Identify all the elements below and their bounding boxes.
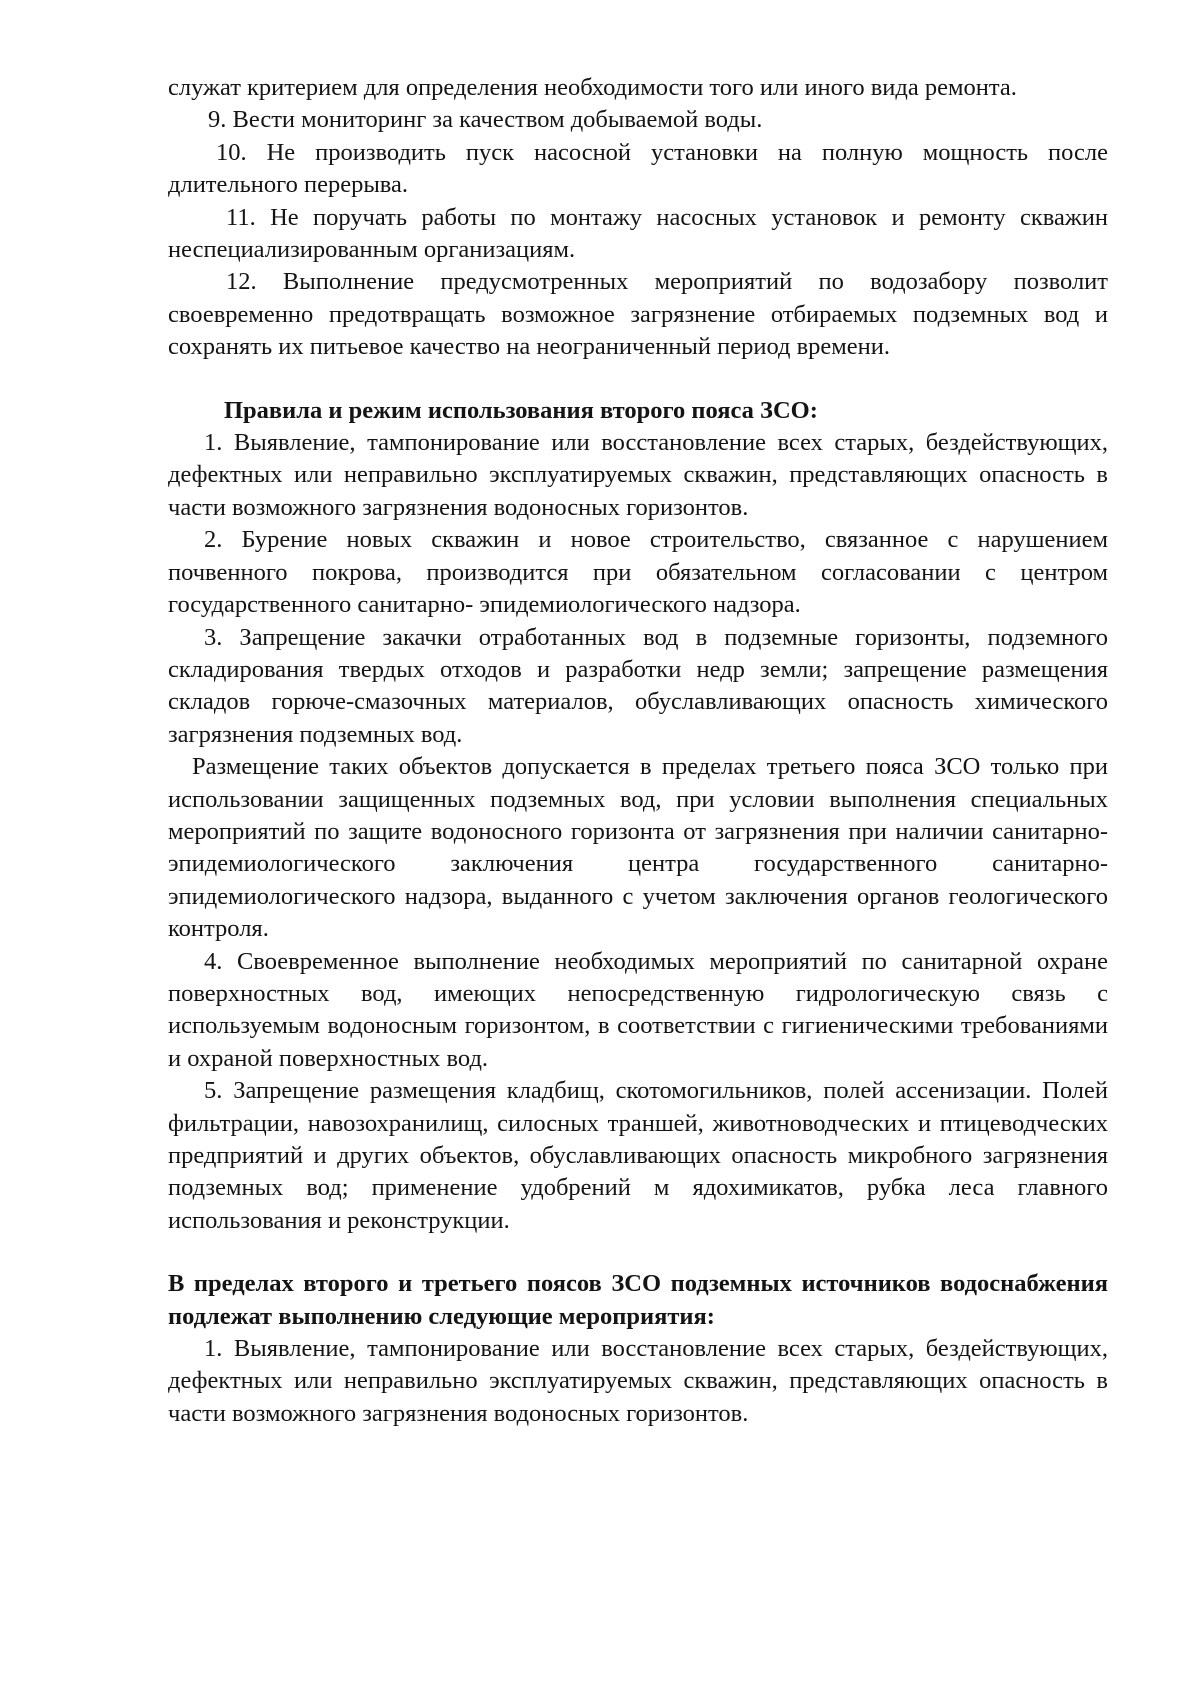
section1-item-3: 3. Запрещение закачки отработанных вод в подземные горизонты, подземного складирования твердых отходов и разработки недр земли; запрещение размещения складов горюче-смазочных материалов, обуславливающих опасность химического загрязнения подземных вод. [168,623,1108,748]
section1-item-5: 5. Запрещение размещения кладбищ, скотомогильников, полей ассенизации. Полей фильтрации, навозохранилищ, силосных траншей, животноводческих и птицеводческих предприятий и других объектов, обуславливающих опасность микробного загрязнения подземных вод; применение удобрений м ядохимикатов, рубка леса главного использования и реконструкции. [168,1077,1108,1234]
section1-item-4: 4. Своевременное выполнение необходимых мероприятий по санитарной охране поверхностных вод, имеющих непосредственную гидрологическую связь с используемым водоносным горизонтом, в соответствии с гигиеническими требованиями и охраной поверхностных вод. [168,947,1108,1072]
paragraph-item-11: 11. Не поручать работы по монтажу насосных установок и ремонту скважин неспециализированным организациям. [168,203,1108,264]
document-page [168,72,1108,1430]
section-heading-second-belt: Правила и режим использования второго пояса ЗСО: [224,396,818,424]
section1-item-2: 2. Бурение новых скважин и новое строительство, связанное с нарушением почвенного покрова, производится при обязательном согласовании с центром государственного санитарно- эпидемиологического надзора. [168,526,1108,619]
section1-placement-paragraph: Размещение таких объектов допускается в пределах третьего пояса ЗСО только при использовании защищенных подземных вод, при условии выполнения специальных мероприятий по защите водоносного горизонта от загрязнения при наличии санитарно-эпидемиологического заключения центра государственного санитарно-эпидемиологического надзора, выданного с учетом заключения органов геологического контроля. [168,753,1108,943]
section2-item-1: 1. Выявление, тампонирование или восстановление всех старых, бездействующих, дефектных или неправильно эксплуатируемых скважин, представляющих опасность в части возможного загрязнения водоносных горизонтов. [168,1335,1108,1427]
paragraph-item-9: 9. Вести мониторинг за качеством добываемой воды. [208,106,763,134]
paragraph-item-10: 10. Не производить пуск насосной установки на полную мощность после длительного перерыва. [168,138,1108,199]
section1-item-1: 1. Выявление, тампонирование или восстановление всех старых, бездействующих, дефектных или неправильно эксплуатируемых скважин, представляющих опасность в части возможного загрязнения водоносных горизонтов. [168,429,1108,521]
paragraph-item-12: 12. Выполнение предусмотренных мероприятий по водозабору позволит своевременно предотвращать возможное загрязнение отбираемых подземных вод и сохранять их питьевое качество на неограниченный период времени. [168,268,1108,361]
paragraph-continuation: служат критерием для определения необходимости того или иного вида ремонта. [168,74,1017,101]
section-heading-second-third-belts: В пределах второго и третьего поясов ЗСО подземных источников водоснабжения подлежат выполнению следующие мероприятия: [168,1270,1108,1330]
